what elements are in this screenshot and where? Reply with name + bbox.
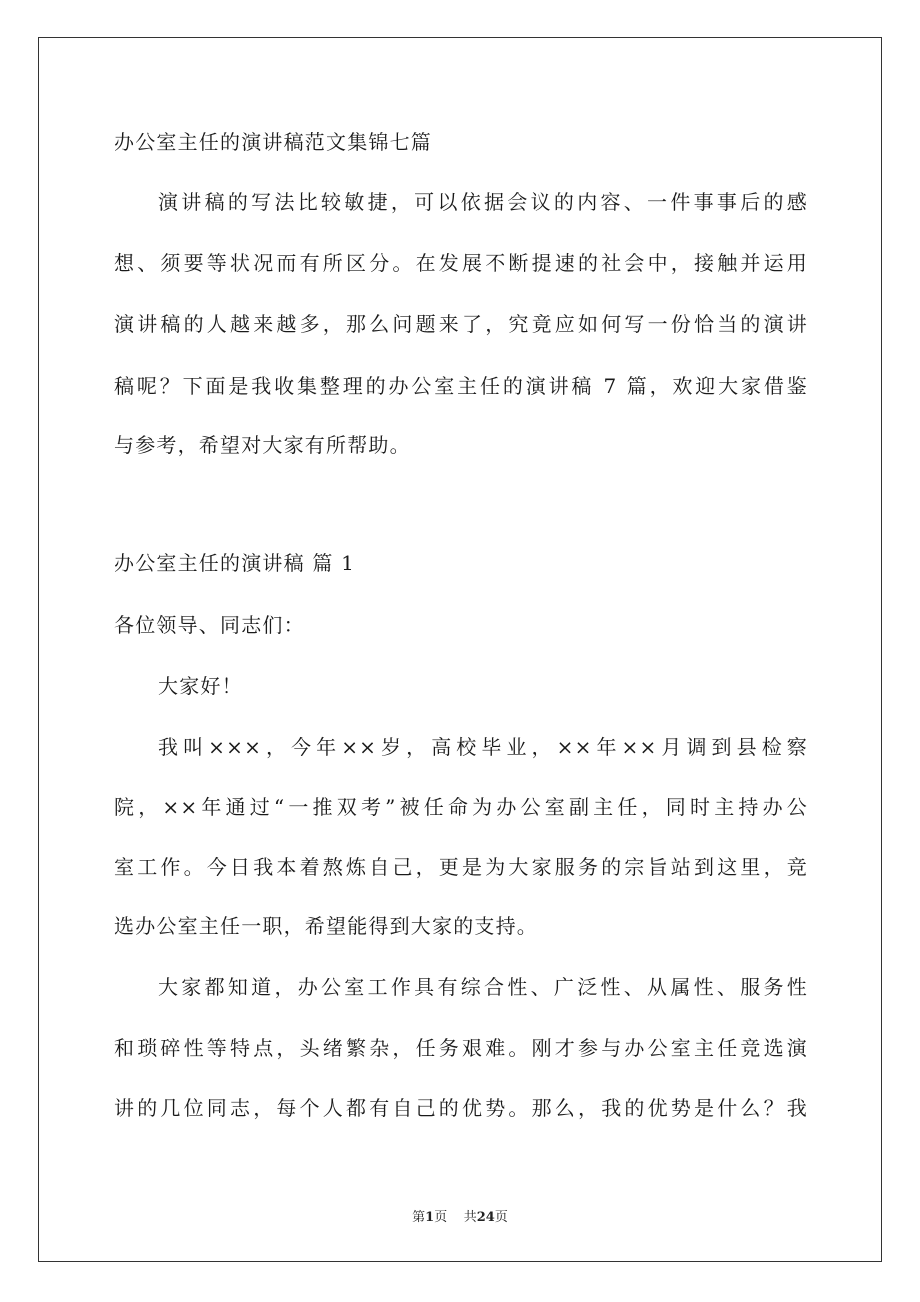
intro-line: 与参考，希望对大家有所帮助。: [114, 433, 411, 457]
page-suffix: 页: [434, 1210, 448, 1225]
paragraph-line: 室工作。今日我本着熬炼自己，更是为大家服务的宗旨站到这里，竞: [114, 855, 808, 879]
intro-line: 稿呢？下面是我收集整理的办公室主任的演讲稿 7 篇，欢迎大家借鉴: [114, 374, 808, 398]
paragraph-line: 和琐碎性等特点，头绪繁杂，任务艰难。刚才参与办公室主任竞选演: [114, 1036, 808, 1060]
total-prefix: 共: [463, 1210, 477, 1225]
intro-line: 演讲稿的写法比较敏捷，可以依据会议的内容、一件事事后的感: [158, 190, 808, 214]
intro-line: 演讲稿的人越来越多，那么问题来了，究竟应如何写一份恰当的演讲: [114, 312, 808, 336]
total-suffix: 页: [494, 1210, 508, 1225]
total-pages: 24: [476, 1210, 495, 1225]
greeting: 大家好！: [158, 674, 243, 698]
paragraph-line: 院，××年通过“一推双考”被任命为办公室副主任，同时主持办公: [114, 795, 808, 819]
paragraph-line: 我叫×××，今年××岁，高校毕业，××年××月调到县检察: [158, 735, 808, 759]
page-border: [38, 37, 882, 1262]
paragraph-line: 讲的几位同志，每个人都有自己的优势。那么，我的优势是什么？我: [114, 1096, 808, 1120]
paragraph-line: 选办公室主任一职，希望能得到大家的支持。: [114, 914, 538, 938]
page-number: 1: [425, 1210, 435, 1225]
section-heading: 办公室主任的演讲稿 篇 1: [114, 551, 356, 575]
intro-line: 想、须要等状况而有所区分。在发展不断提速的社会中，接触并运用: [114, 251, 808, 275]
page-footer: [0, 1206, 920, 1225]
document-title: 办公室主任的演讲稿范文集锦七篇: [114, 130, 432, 154]
salutation: 各位领导、同志们：: [114, 613, 305, 637]
page-prefix: 第: [412, 1210, 426, 1225]
paragraph-line: 大家都知道，办公室工作具有综合性、广泛性、从属性、服务性: [158, 975, 808, 999]
